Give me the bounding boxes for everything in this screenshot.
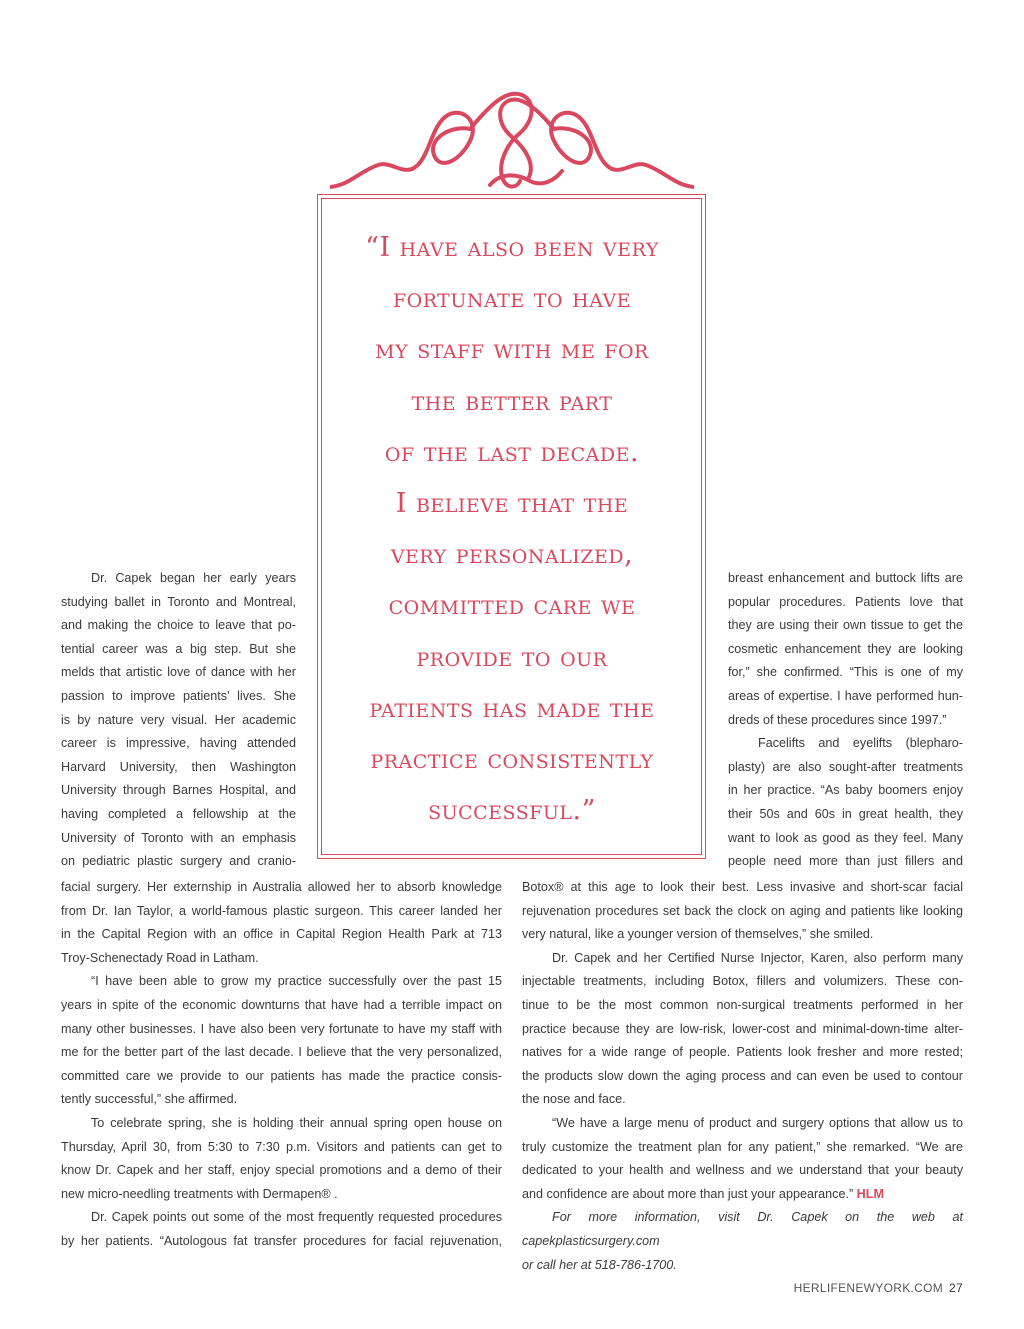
- pull-quote-line: committed care we: [388, 590, 636, 622]
- pull-quote-line: of the last decade.: [384, 436, 640, 468]
- left-wide-column: [61, 876, 502, 1254]
- right-wide-column: [522, 876, 963, 1277]
- body-line: their 50s and 60s in great health, they: [728, 806, 963, 821]
- pull-quote-line: provide to our: [416, 641, 608, 673]
- footer-site: HERLIFENEWYORK.COM: [793, 1281, 944, 1295]
- body-line: To celebrate spring, she is holding their annual spring open house on: [91, 1115, 502, 1130]
- pull-quote-line: very personalized,: [390, 539, 634, 571]
- body-line: University through Barnes Hospital, and: [61, 783, 296, 798]
- body-line: know Dr. Capek and her staff, enjoy special promotions and a demo of their: [61, 1163, 502, 1178]
- body-line: facial surgery. Her externship in Australia allowed her to absorb knowledge: [61, 880, 502, 894]
- more-info-line: For more information, visit Dr. Capek on the web at capekplasticsurgery.com: [522, 1210, 963, 1248]
- page-footer: [794, 1281, 963, 1295]
- body-line: the nose and face.: [522, 1092, 626, 1107]
- body-line: from Dr. Ian Taylor, a world-famous plastic surgeon. This career landed her: [61, 903, 502, 918]
- body-line: Troy-Schenectady Road in Latham.: [61, 950, 259, 965]
- body-line: having completed a fellowship at the: [61, 806, 296, 821]
- body-line: many other businesses. I have also been very fortunate to have my staff with: [61, 1021, 502, 1036]
- body-line: “I have been able to grow my practice successfully over the past 15: [91, 974, 502, 989]
- left-narrow-column: [61, 567, 296, 874]
- pull-quote-line: successful.”: [428, 795, 596, 827]
- body-line: rejuvenation procedures set back the clock on aging and patients like looking: [522, 903, 963, 918]
- body-line: natives for a wide range of people. Patients look fresher and more rested;: [522, 1045, 963, 1060]
- body-line: and confidence are about more than just your appearance.”: [522, 1186, 854, 1201]
- body-line: by her patients. “Autologous fat transfer procedures for facial rejuvenation,: [61, 1233, 502, 1248]
- body-line: practice because they are low-risk, lower-cost and minimal-down-time alter-: [522, 1021, 963, 1036]
- pull-quote-line: patients has made the: [369, 692, 655, 724]
- body-line: passion to improve patients’ lives. She: [61, 688, 296, 703]
- body-line: melds that artistic love of dance with her: [61, 665, 296, 680]
- body-line: is by nature very visual. Her academic: [61, 712, 296, 727]
- body-line-final: [522, 1183, 963, 1207]
- body-line: tential career was a big step. But she: [61, 641, 296, 656]
- flourish-ornament: [330, 85, 694, 195]
- body-line: the products slow down the aging process and can even be used to contour: [522, 1068, 963, 1083]
- body-line: committed care we provide to our patients has made the practice consis-: [61, 1068, 502, 1083]
- pull-quote-line: fortunate to have: [392, 283, 632, 315]
- body-line: they are using their own tissue to get the: [728, 618, 963, 633]
- body-line: in her practice. “As baby boomers enjoy: [728, 783, 963, 798]
- body-line: in the Capital Region with an office in Capital Region Health Park at 713: [61, 927, 502, 942]
- pull-quote-line: “I have also been very: [365, 232, 659, 263]
- body-line: tinue to be the most common non-surgical treatments performed in her: [522, 997, 963, 1012]
- more-info-line: or call her at 518-786-1700.: [522, 1257, 677, 1272]
- body-line: years in spite of the economic downturns that have had a terrible impact on: [61, 997, 502, 1012]
- body-line: dreds of these procedures since 1997.”: [728, 712, 947, 727]
- body-line: breast enhancement and buttock lifts are: [728, 571, 963, 585]
- body-line: Dr. Capek began her early years: [91, 571, 296, 585]
- body-line: on pediatric plastic surgery and cranio-: [61, 854, 296, 869]
- body-line: Dr. Capek points out some of the most frequently requested procedures: [91, 1210, 502, 1225]
- body-line: want to look as good as they feel. Many: [728, 830, 963, 845]
- pull-quote-line: my staff with me for: [375, 334, 649, 366]
- body-line: truly customize the treatment plan for any patient,” she remarked. “We are: [522, 1139, 963, 1154]
- body-line: areas of expertise. I have performed hun-: [728, 688, 963, 703]
- body-line: Harvard University, then Washington: [61, 759, 296, 774]
- page-number: 27: [949, 1281, 963, 1295]
- pull-quote: [330, 222, 694, 836]
- body-line: and making the choice to leave that po-: [61, 618, 296, 633]
- body-line: “We have a large menu of product and surgery options that allow us to: [552, 1115, 963, 1130]
- body-line: popular procedures. Patients love that: [728, 594, 963, 609]
- body-line: people need more than just fillers and: [728, 854, 963, 869]
- body-line: very natural, like a younger version of themselves,” she smiled.: [522, 927, 874, 942]
- body-line: cosmetic enhancement they are looking: [728, 641, 963, 656]
- hlm-signoff: HLM: [856, 1186, 884, 1201]
- body-line: University of Toronto with an emphasis: [61, 830, 296, 845]
- body-line: for,” she confirmed. “This is one of my: [728, 665, 963, 680]
- pull-quote-line: I believe that the: [395, 488, 629, 520]
- body-line: Dr. Capek and her Certified Nurse Injector, Karen, also perform many: [552, 950, 963, 965]
- right-narrow-column: [728, 567, 963, 874]
- body-line: Thursday, April 30, from 5:30 to 7:30 p.m. Visitors and patients can get to: [61, 1139, 502, 1154]
- pull-quote-line: practice consistently: [370, 744, 654, 776]
- body-line: Facelifts and eyelifts (blepharo-: [758, 736, 963, 751]
- body-line: tently successful,” she affirmed.: [61, 1092, 238, 1107]
- pull-quote-line: the better part: [411, 385, 613, 417]
- body-line: dedicated to your health and wellness and we understand that your beauty: [522, 1163, 963, 1178]
- body-line: injectable treatments, including Botox, fillers and volumizers. These con-: [522, 974, 963, 989]
- body-line: career is impressive, having attended: [61, 736, 296, 751]
- body-line: studying ballet in Toronto and Montreal,: [61, 594, 296, 609]
- body-line: new micro-needling treatments with Dermapen® .: [61, 1186, 338, 1201]
- body-line: Botox® at this age to look their best. Less invasive and short-scar facial: [522, 880, 963, 894]
- body-line: plasty) are also sought-after treatments: [728, 759, 963, 774]
- body-line: me for the better part of the last decade. I believe that the very personalized,: [61, 1045, 502, 1060]
